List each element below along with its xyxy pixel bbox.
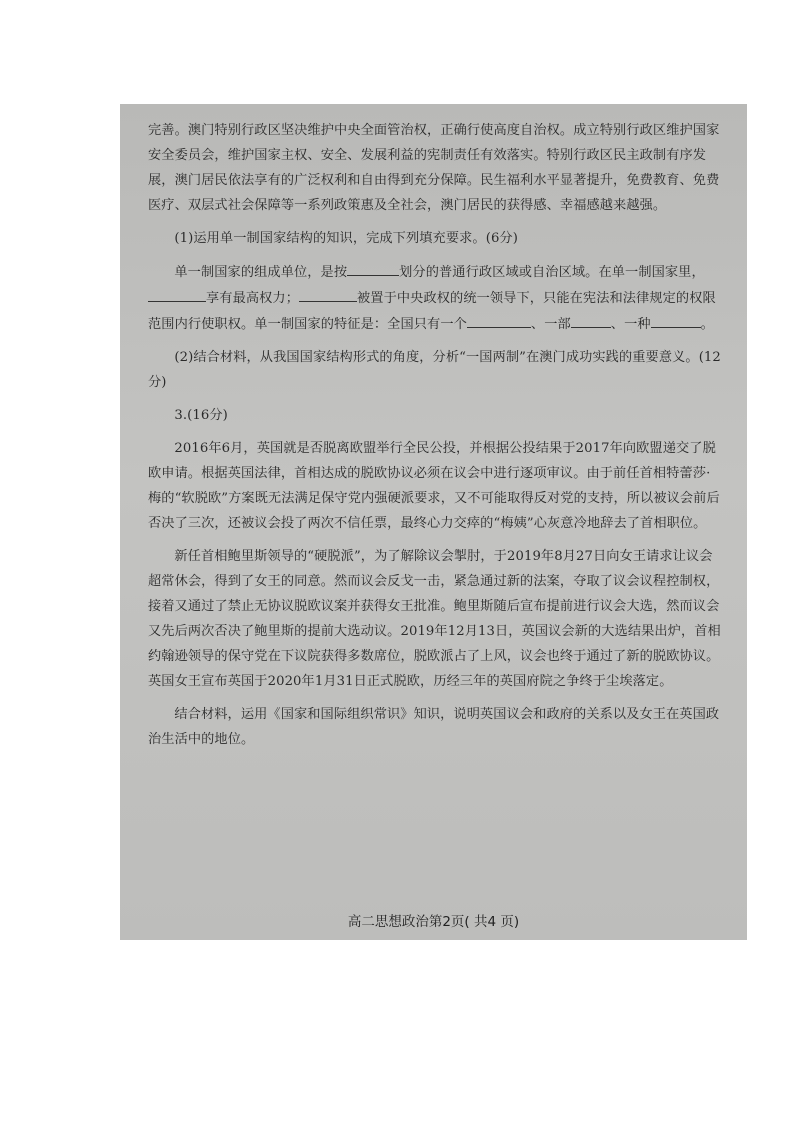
question-3-material-2: 新任首相鲍里斯领导的“硬脱派”，为了解除议会掣肘，于2019年8月27日向女王请求让议会超常休会，得到了女王的同意。然而议会反戈一击，紧急通过新的法案，夺取了议会议程控制权，接着又通过了禁止无协议脱欧议案并获得女王批准。鲍里斯随后宣布提前进行议会大选，然而议会又先后两次否决了鲍里斯的提前大选动议。2019年12月13日，英国议会新的大选结果出炉，首相约翰逊领导的保守党在下议院获得多数席位，脱欧派占了上风，议会也终于通过了新的脱欧协议。英国女王宣布英国于2020年1月31日正式脱欧，历经三年的英国府院之争终于尘埃落定。 (148, 549, 721, 689)
fill-blank[interactable] (571, 311, 611, 328)
question-1-fill-text (148, 259, 721, 337)
page-footer: 高二思想政治第2页( 共4 页) (347, 914, 520, 930)
fill-text-part: 。 (700, 317, 714, 332)
question-1-prompt: (1)运用单一制国家结构的知识，完成下列填充要求。(6分) (174, 231, 518, 246)
fill-text-part: 享有最高权力； (206, 291, 300, 306)
fill-blank[interactable] (148, 285, 206, 302)
fill-blank[interactable] (347, 259, 399, 276)
material-text: 完善。澳门特别行政区坚决维护中央全面管治权，正确行使高度自治权。成立特别行政区维护国家安全委员会，维护国家主权、安全、发展利益的宪制责任有效落实。特别行政区民主政制有序发展，澳门居民依法享有的广泛权利和自由得到充分保障。民生福利水平显著提升，免费教育、免费医疗、双层式社会保障等一系列政策惠及全社会，澳门居民的获得感、幸福感越来越强。 (148, 123, 720, 213)
fill-text-part: 、一种 (610, 317, 651, 332)
question-3-material-1: 2016年6月，英国就是否脱离欧盟举行全民公投，并根据公投结果于2017年向欧盟递交了脱欧申请。根据英国法律，首相达成的脱欧协议必须在议会中进行逐项审议。由于前任首相特蕾莎·梅的“软脱欧”方案既无法满足保守党内强硬派要求，又不可能取得反对党的支持，所以被议会前后否决了三次，还被议会投了两次不信任票，最终心力交瘁的“梅姨”心灰意冷地辞去了首相职位。 (148, 441, 720, 531)
question-3-heading: 3.(16分) (174, 408, 228, 423)
scanned-page-photo (120, 104, 747, 940)
fill-blank[interactable] (651, 311, 701, 328)
fill-blank[interactable] (467, 311, 531, 328)
fill-text-part: 单一制国家的组成单位，是按 (174, 265, 348, 280)
fill-text-part: 、一部 (530, 317, 571, 332)
question-2-prompt: (2)结合材料，从我国国家结构形式的角度，分析“一国两制”在澳门成功实践的重要意义。(12分) (148, 350, 721, 390)
fill-blank[interactable] (299, 285, 357, 302)
fill-text-part: 被置于中央政权的统一领导下，只能在宪法和法律规定的权限范围内行使职权。单一制国家的特征是：全国只有一个 (148, 291, 716, 332)
fill-text-part: 划分的普通行政区域或自治区域。在单一制国家里， (399, 265, 705, 280)
question-3-prompt: 结合材料，运用《国家和国际组织常识》知识，说明英国议会和政府的关系以及女王在英国政治生活中的地位。 (148, 707, 720, 747)
